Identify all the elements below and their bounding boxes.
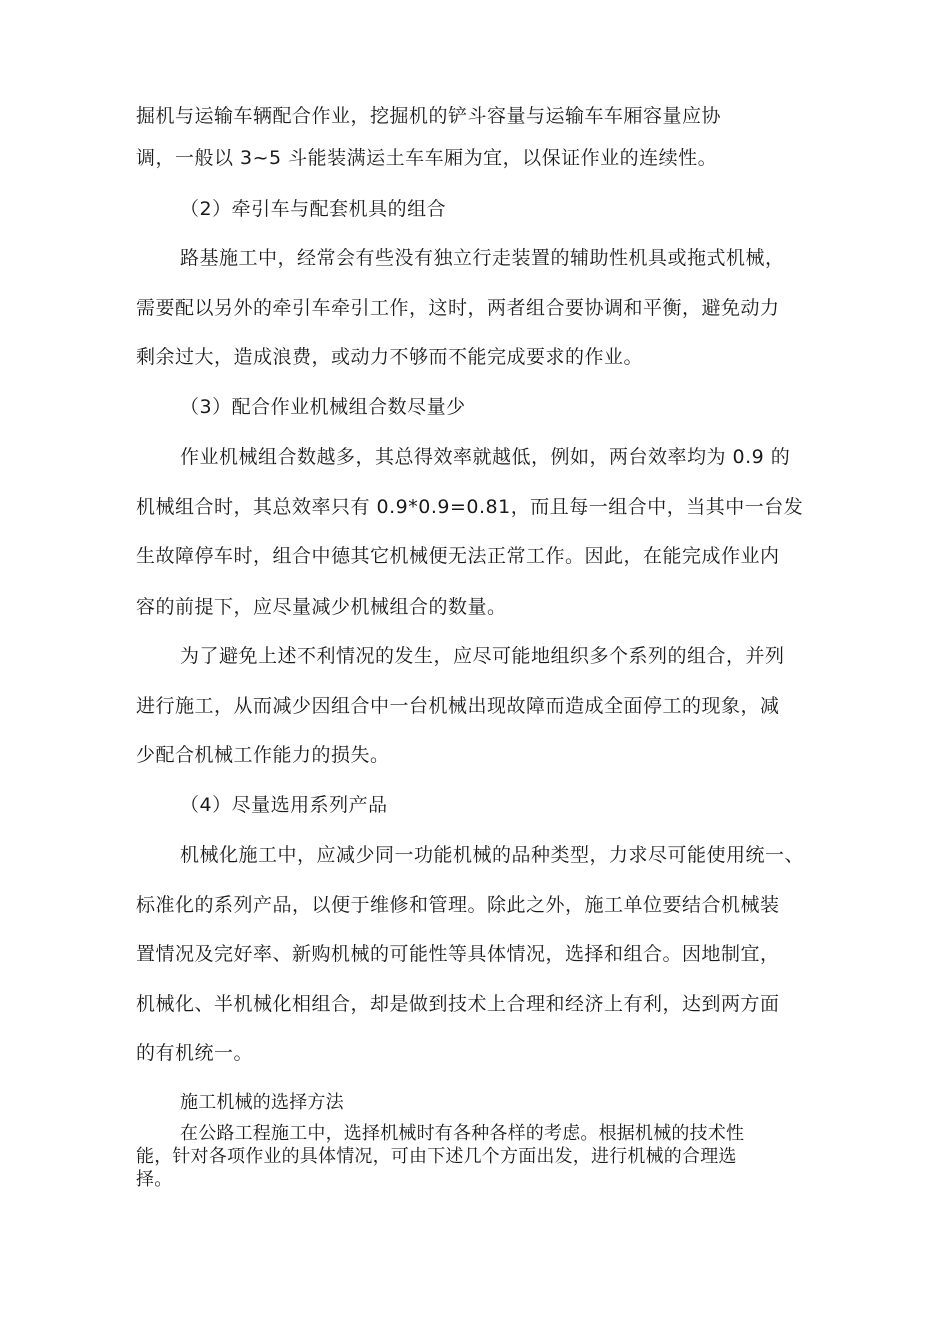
paragraph-line: 的有机统一。 — [136, 1042, 254, 1064]
paragraph-line: 作业机械组合数越多，其总得效率就越低，例如，两台效率均为 0.9 的 — [180, 446, 791, 468]
paragraph-line: 掘机与运输车辆配合作业，挖掘机的铲斗容量与运输车车厢容量应协 — [136, 105, 722, 127]
paragraph-line: 标准化的系列产品，以便于维修和管理。除此之外，施工单位要结合机械装 — [136, 894, 780, 916]
paragraph-line: 在公路工程施工中，选择机械时有各种各样的考虑。根据机械的技术性 — [180, 1123, 745, 1144]
paragraph-line: 调，一般以 3~5 斗能装满运土车车厢为宜，以保证作业的连续性。 — [136, 147, 718, 169]
section-heading: 施工机械的选择方法 — [180, 1092, 344, 1113]
paragraph-line: 机械化、半机械化相组合，却是做到技术上合理和经济上有利，达到两方面 — [136, 993, 780, 1015]
paragraph-line: 为了避免上述不利情况的发生，应尽可能地组织多个系列的组合，并列 — [180, 645, 785, 667]
paragraph-line: 生故障停车时，组合中德其它机械便无法正常工作。因此，在能完成作业内 — [136, 545, 780, 567]
paragraph-line: 能，针对各项作业的具体情况，可由下述几个方面出发，进行机械的合理选 — [136, 1146, 737, 1167]
paragraph-line: 进行施工，从而减少因组合中一台机械出现故障而造成全面停工的现象，减 — [136, 695, 780, 717]
section-heading: （4）尽量选用系列产品 — [180, 794, 388, 816]
paragraph-line: 容的前提下，应尽量减少机械组合的数量。 — [136, 596, 507, 618]
paragraph-line: 路基施工中，经常会有些没有独立行走装置的辅助性机具或拖式机械， — [180, 247, 785, 269]
paragraph-line: 机械化施工中，应减少同一功能机械的品种类型，力求尽可能使用统一、 — [180, 844, 805, 866]
section-heading: （2）牵引车与配套机具的组合 — [180, 198, 447, 220]
paragraph-line: 机械组合时，其总效率只有 0.9*0.9=0.81，而且每一组合中，当其中一台发 — [136, 496, 804, 518]
paragraph-line: 少配合机械工作能力的损失。 — [136, 744, 390, 766]
paragraph-line: 需要配以另外的牵引车牵引工作，这时，两者组合要协调和平衡，避免动力 — [136, 297, 780, 319]
paragraph-line: 置情况及完好率、新购机械的可能性等具体情况，选择和组合。因地制宜， — [136, 943, 780, 965]
paragraph-line: 剩余过大，造成浪费，或动力不够而不能完成要求的作业。 — [136, 346, 644, 368]
section-heading: （3）配合作业机械组合数尽量少 — [180, 396, 466, 418]
paragraph-line: 择。 — [136, 1169, 173, 1190]
